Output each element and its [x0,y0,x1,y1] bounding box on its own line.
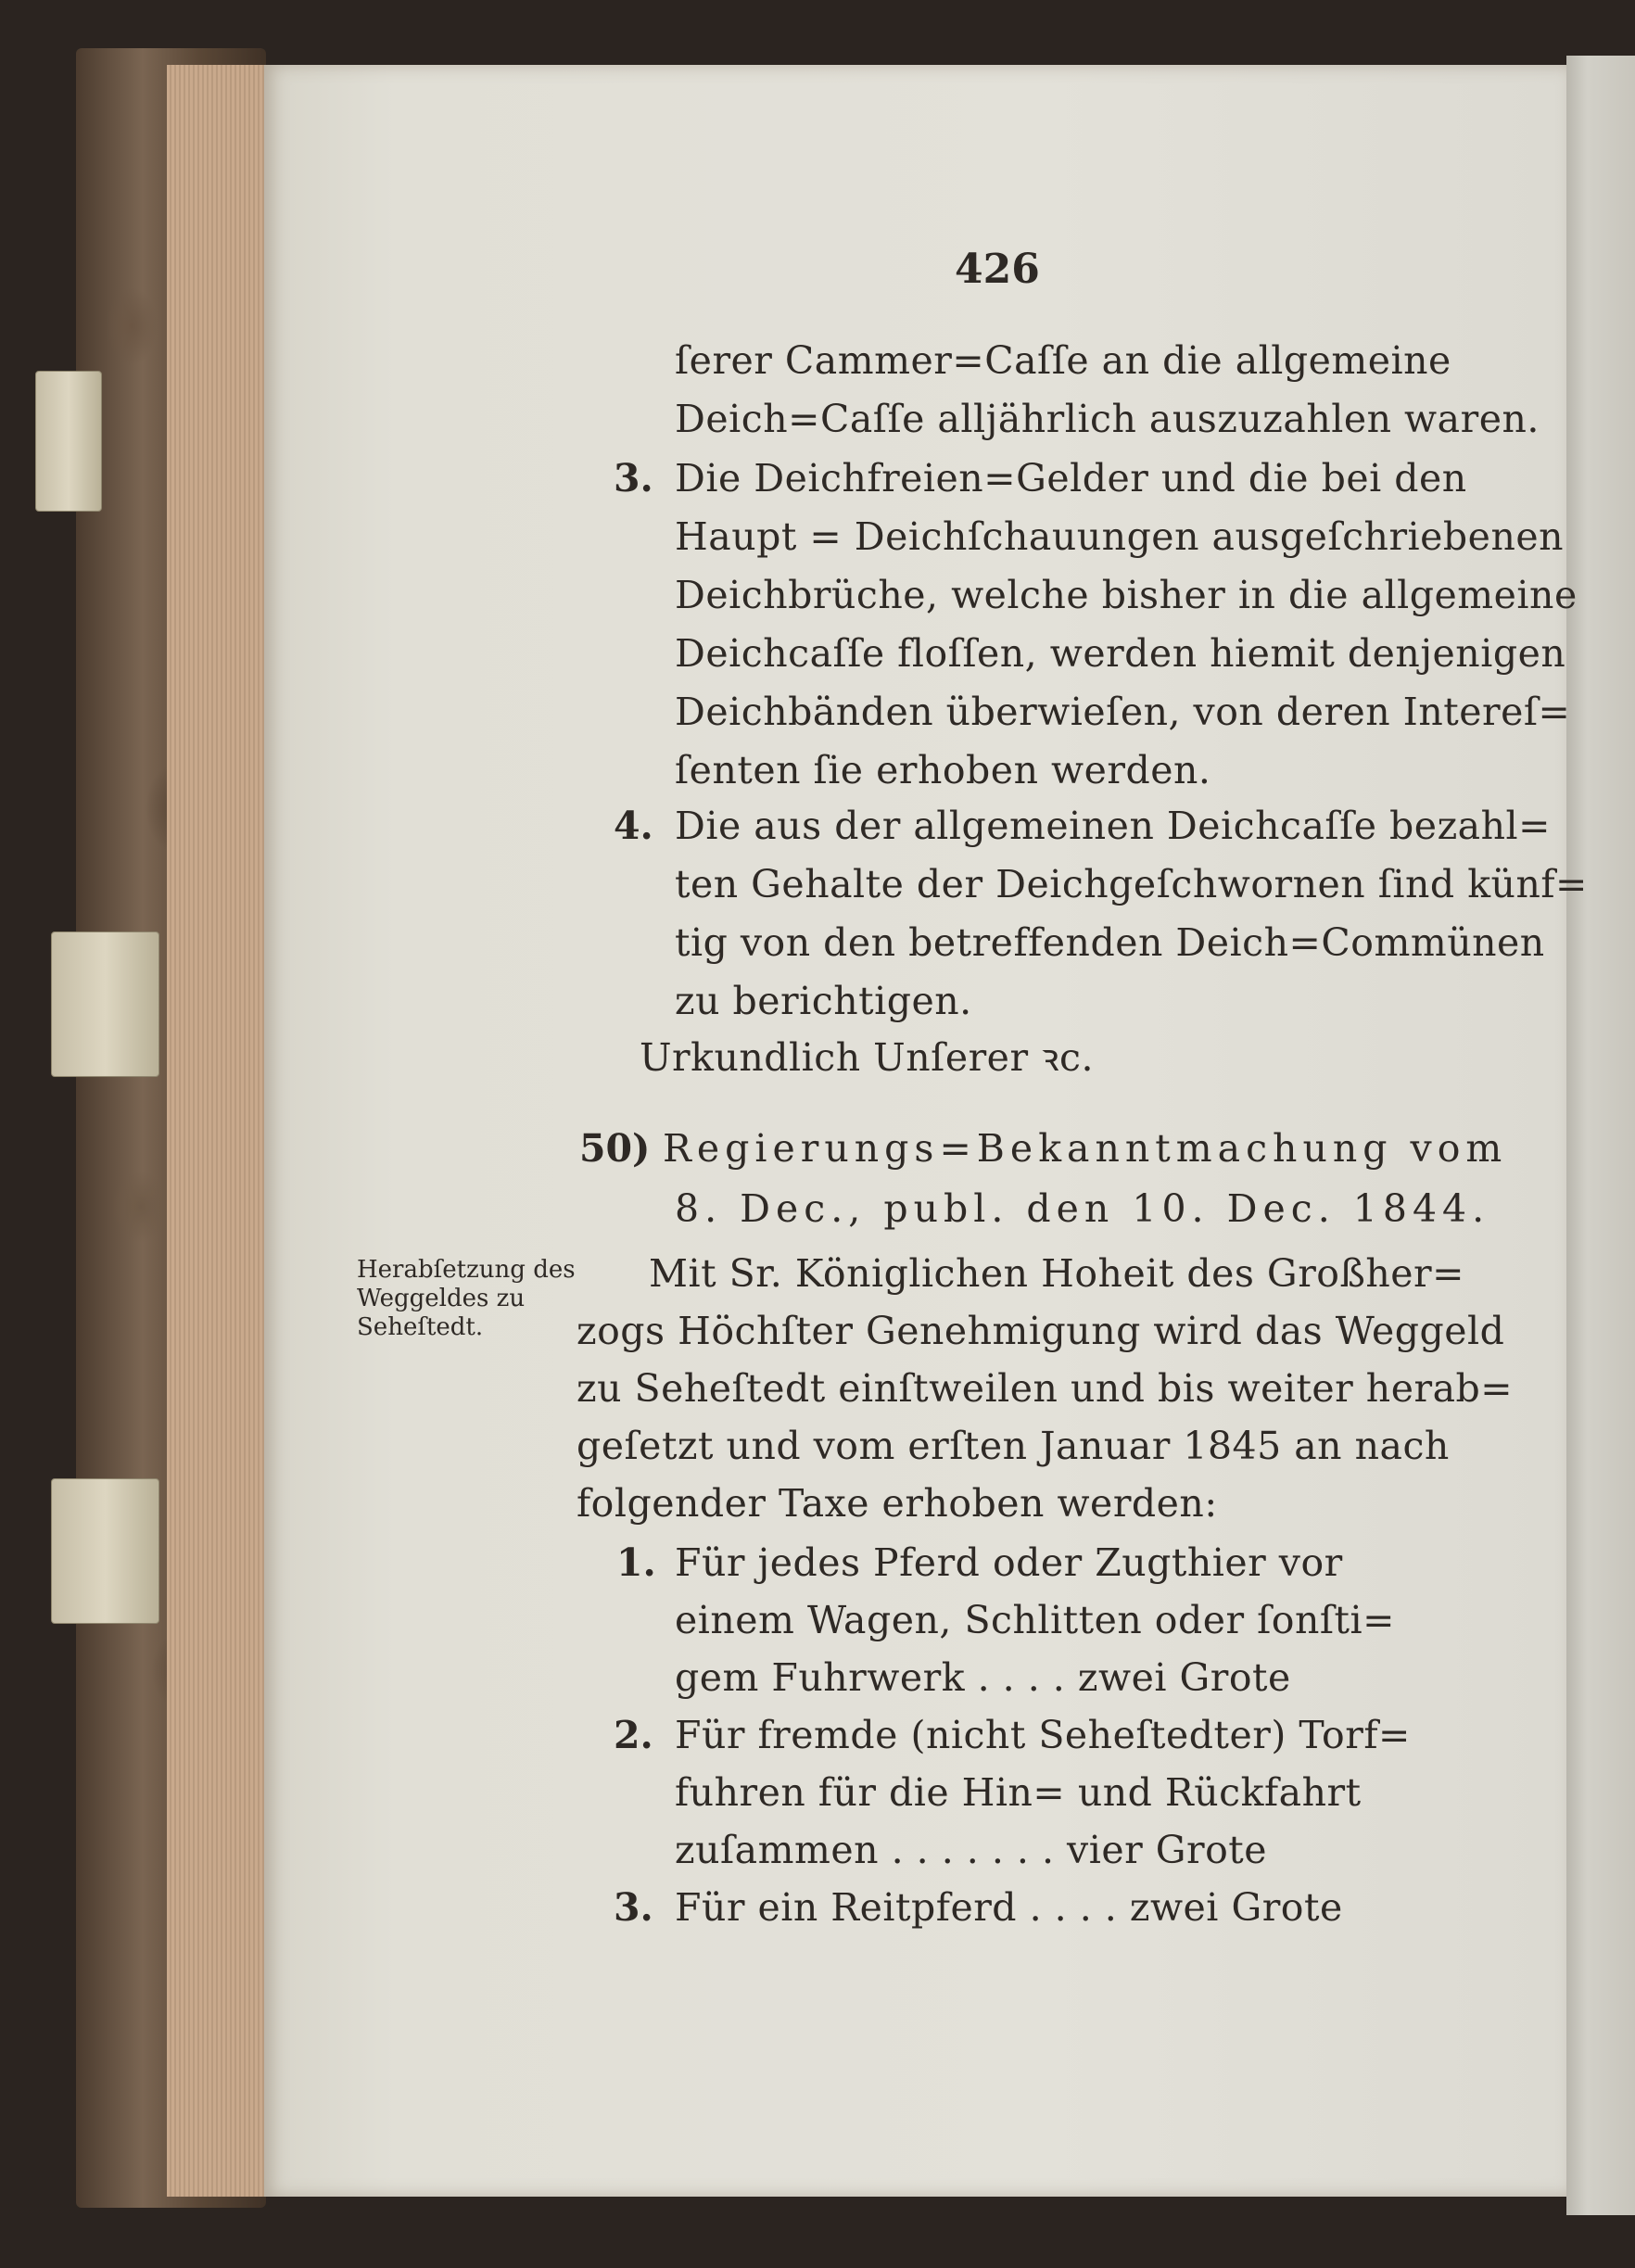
text-line: Deichcaſſe floſſen, werden hiemit denjenigen [675,631,1566,676]
section-number: 50) [579,1126,651,1171]
text-line: ſerer Cammer=Caſſe an die allgemeine [675,338,1451,383]
text-line: geſetzt und vom erſten Januar 1845 an nach [577,1424,1450,1468]
item-number: 2. [614,1713,653,1757]
margin-note-line: Seheſtedt. [357,1313,484,1341]
section-date: 8. Dec., publ. den 10. Dec. 1844. [675,1186,1490,1231]
text-line: Die Deichfreien=Gelder und die bei den [675,456,1467,500]
text-line: zu Seheſtedt einſtweilen und bis weiter herab= [577,1366,1514,1411]
item-number: 3. [614,456,653,500]
text-line: Für fremde (nicht Seheſtedter) Torf= [675,1713,1411,1757]
page-tab [51,931,159,1077]
text-line: folgender Taxe erhoben werden: [577,1481,1218,1526]
text-line: Deichbänden überwieſen, von deren Intereſ= [675,690,1571,734]
page-edges [167,65,269,2197]
text-line: zuſammen . . . . . . . vier Grote [675,1828,1267,1872]
text-line: zogs Höchſter Genehmigung wird das Weggeld [577,1309,1505,1353]
text-line: einem Wagen, Schlitten oder ſonſti= [675,1598,1396,1642]
text-line: ten Gehalte der Deichgeſchwornen ſind künf= [675,862,1588,906]
text-line: Die aus der allgemeinen Deichcaſſe bezahl= [675,804,1551,848]
page-tab [51,1478,159,1624]
item-number: 1. [616,1540,656,1585]
text-line: fuhren für die Hin= und Rückfahrt [675,1770,1362,1815]
text-line: Für jedes Pferd oder Zugthier vor [675,1540,1343,1585]
text-line: Deich=Caſſe alljährlich auszuzahlen waren. [675,397,1540,441]
section-heading: Regierungs=Bekanntmachung vom [663,1126,1508,1171]
item-number: 4. [614,804,653,848]
text-line: tig von den betreffenden Deich=Commünen [675,920,1545,965]
page-number: 426 [955,246,1040,293]
text-line: Haupt = Deichſchauungen ausgeſchriebenen [675,514,1565,559]
margin-note-line: Weggeldes zu [357,1285,526,1312]
item-number: 3. [614,1885,653,1930]
facing-page-edge [1566,56,1635,2215]
text-line: gem Fuhrwerk . . . . zwei Grote [675,1655,1291,1700]
text-line: Urkundlich Unſerer ꝛc. [640,1035,1095,1080]
margin-note-line: Herabſetzung des [357,1256,576,1284]
text-line: zu berichtigen. [675,979,972,1023]
text-line: Deichbrüche, welche bisher in die allgemeine [675,573,1578,617]
page-tab [35,371,102,512]
text-line: ſenten ſie erhoben werden. [675,748,1211,792]
text-line: Mit Sr. Königlichen Hoheit des Großher= [649,1251,1464,1296]
text-line: Für ein Reitpferd . . . . zwei Grote [675,1885,1343,1930]
